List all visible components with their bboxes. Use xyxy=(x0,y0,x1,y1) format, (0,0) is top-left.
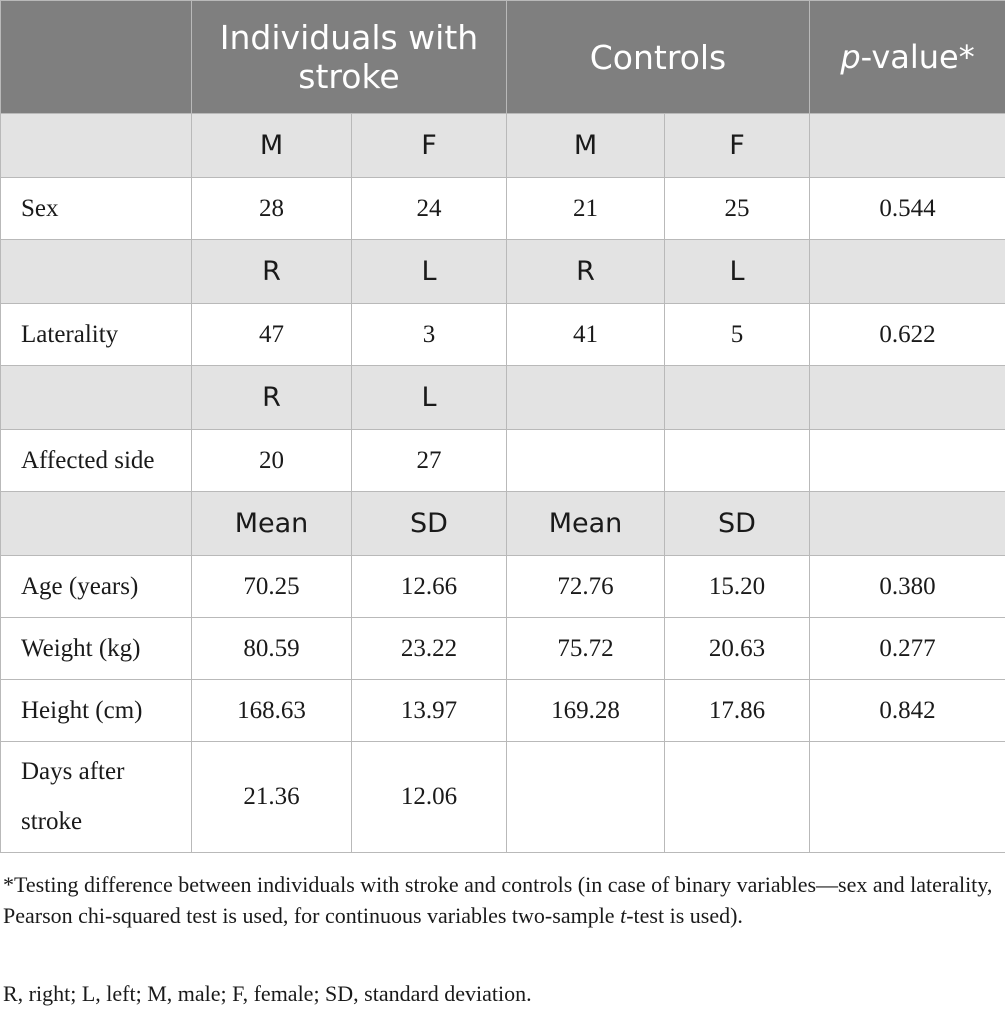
header-blank-cell xyxy=(1,1,192,114)
table-cell: 3 xyxy=(352,304,507,366)
table-cell: L xyxy=(352,366,507,430)
table-cell: 20.63 xyxy=(665,618,810,680)
row-label: Days after stroke xyxy=(1,742,192,853)
table-cell: 21 xyxy=(507,178,665,240)
table-cell: SD xyxy=(352,492,507,556)
footnote-test-description xyxy=(3,869,998,931)
table-cell: 0.380 xyxy=(810,556,1005,618)
table-cell: R xyxy=(507,240,665,304)
table-cell xyxy=(507,366,665,430)
footnote-text-b: -test is used). xyxy=(626,903,743,928)
table-cell: Mean xyxy=(507,492,665,556)
table-cell xyxy=(810,430,1005,492)
stats-subheader-row xyxy=(1,492,1005,556)
table-cell: F xyxy=(665,114,810,178)
table-cell: 20 xyxy=(192,430,352,492)
table-cell xyxy=(665,430,810,492)
row-label: Weight (kg) xyxy=(1,618,192,680)
pvalue-p: p xyxy=(840,37,861,76)
table-cell xyxy=(810,240,1005,304)
table-cell: 0.544 xyxy=(810,178,1005,240)
affected-side-row xyxy=(1,430,1005,492)
table-cell: 12.06 xyxy=(352,742,507,853)
table-cell: 47 xyxy=(192,304,352,366)
header-controls-group: Controls xyxy=(507,1,810,114)
table-cell xyxy=(507,430,665,492)
table-cell: 25 xyxy=(665,178,810,240)
table-cell xyxy=(810,492,1005,556)
table-cell: 15.20 xyxy=(665,556,810,618)
footnote-text-a: *Testing difference between individuals with stroke and controls (in case of binary variables—sex and laterality, Pearson chi-squared test is used, for continuous variables two-sample xyxy=(3,872,993,928)
table-cell: 5 xyxy=(665,304,810,366)
header-pvalue xyxy=(810,1,1005,114)
table-cell: L xyxy=(665,240,810,304)
row-label: Height (cm) xyxy=(1,680,192,742)
table-cell: M xyxy=(507,114,665,178)
table-cell: SD xyxy=(665,492,810,556)
height-row xyxy=(1,680,1005,742)
footnote-abbreviations: R, right; L, left; M, male; F, female; SD, standard deviation. xyxy=(3,981,532,1006)
table-cell xyxy=(1,492,192,556)
days-after-stroke-row xyxy=(1,742,1005,853)
table-cell xyxy=(1,240,192,304)
table-cell: 75.72 xyxy=(507,618,665,680)
laterality-row xyxy=(1,304,1005,366)
table-cell: M xyxy=(192,114,352,178)
table-cell: 72.76 xyxy=(507,556,665,618)
row-label: Laterality xyxy=(1,304,192,366)
table-cell: 41 xyxy=(507,304,665,366)
table-cell: 0.842 xyxy=(810,680,1005,742)
age-row xyxy=(1,556,1005,618)
table-cell xyxy=(1,366,192,430)
laterality-subheader-row xyxy=(1,240,1005,304)
pvalue-rest: -value* xyxy=(860,37,975,76)
table-cell: 0.622 xyxy=(810,304,1005,366)
table-cell: F xyxy=(352,114,507,178)
table-cell: 17.86 xyxy=(665,680,810,742)
sex-subheader-row xyxy=(1,114,1005,178)
table-cell: 28 xyxy=(192,178,352,240)
table-cell: 21.36 xyxy=(192,742,352,853)
table-cell xyxy=(1,114,192,178)
row-label: Sex xyxy=(1,178,192,240)
table-cell: 24 xyxy=(352,178,507,240)
header-row xyxy=(1,1,1005,114)
table-cell: 13.97 xyxy=(352,680,507,742)
table-cell: 80.59 xyxy=(192,618,352,680)
table-cell xyxy=(810,114,1005,178)
table-cell xyxy=(665,366,810,430)
table-cell: 23.22 xyxy=(352,618,507,680)
table-cell xyxy=(810,742,1005,853)
affected-subheader-row xyxy=(1,366,1005,430)
weight-row xyxy=(1,618,1005,680)
table-cell: 169.28 xyxy=(507,680,665,742)
table-cell: 168.63 xyxy=(192,680,352,742)
table-cell: 0.277 xyxy=(810,618,1005,680)
row-label: Age (years) xyxy=(1,556,192,618)
table-cell xyxy=(507,742,665,853)
table-cell: 27 xyxy=(352,430,507,492)
table-cell: Mean xyxy=(192,492,352,556)
header-stroke-group: Individuals with stroke xyxy=(192,1,507,114)
table-cell xyxy=(665,742,810,853)
row-label: Affected side xyxy=(1,430,192,492)
table-cell: 70.25 xyxy=(192,556,352,618)
table-cell: 12.66 xyxy=(352,556,507,618)
table-cell: L xyxy=(352,240,507,304)
table-cell: R xyxy=(192,366,352,430)
table-cell xyxy=(810,366,1005,430)
sex-row xyxy=(1,178,1005,240)
footnote-t-italic: t xyxy=(620,903,627,928)
table-cell: R xyxy=(192,240,352,304)
